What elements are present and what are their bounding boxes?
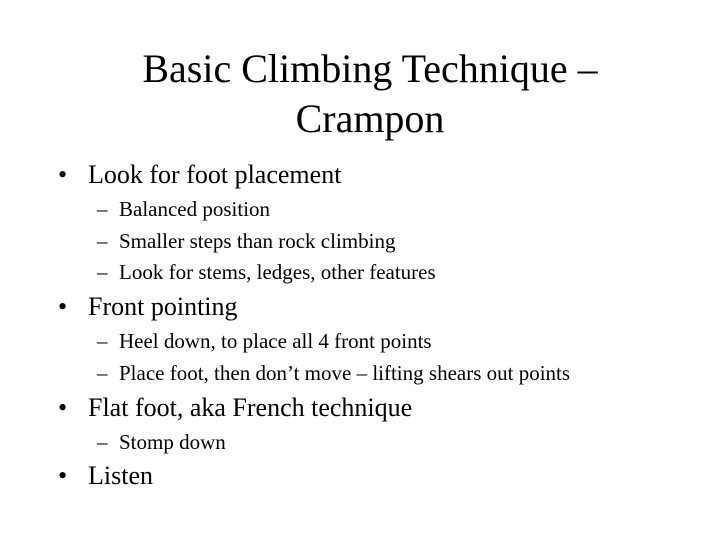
bullet-text: Look for foot placement	[88, 160, 342, 189]
sub-bullet-text: Place foot, then don’t move – lifting shears out points	[119, 361, 571, 385]
sub-bullet-marker: –	[97, 229, 108, 253]
bullet-text: Listen	[88, 461, 153, 490]
bullet-text: Flat foot, aka French technique	[88, 393, 413, 422]
bullet-marker: •	[58, 160, 68, 189]
bullet-marker: •	[58, 292, 68, 321]
sub-bullet-marker: –	[97, 260, 108, 284]
sub-bullet-text: Heel down, to place all 4 front points	[119, 329, 432, 353]
sub-bullet-marker: –	[97, 329, 108, 353]
sub-bullet-marker: –	[97, 430, 108, 454]
sub-bullet-marker: –	[97, 197, 108, 221]
bullet-marker: •	[58, 393, 68, 422]
sub-bullet-text: Look for stems, ledges, other features	[119, 260, 436, 284]
slide-title-line-2: Crampon	[295, 96, 445, 141]
sub-bullet-text: Stomp down	[119, 430, 226, 454]
sub-bullet-text: Balanced position	[119, 197, 271, 221]
slide-title-line-1: Basic Climbing Technique –	[142, 46, 598, 91]
sub-bullet-text: Smaller steps than rock climbing	[119, 229, 396, 253]
sub-bullet-marker: –	[97, 361, 108, 385]
bullet-text: Front pointing	[88, 292, 238, 321]
bullet-marker: •	[58, 461, 68, 490]
